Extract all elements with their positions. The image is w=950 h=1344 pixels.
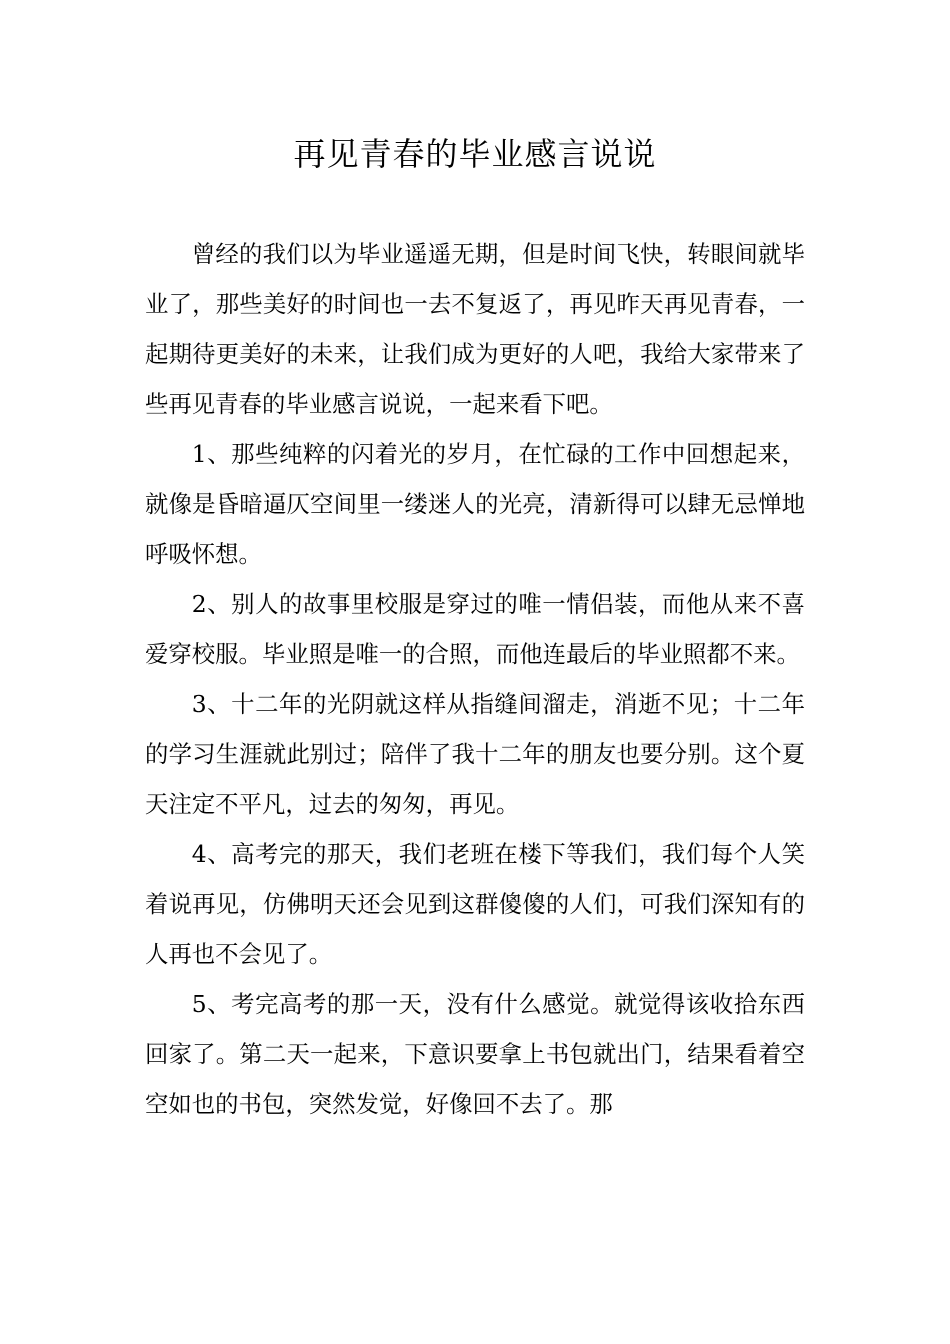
- document-page: [145, 0, 805, 1129]
- paragraph-intro: 曾经的我们以为毕业遥遥无期，但是时间飞快，转眼间就毕业了，那些美好的时间也一去不复返了，再见昨天再见青春，一起期待更美好的未来，让我们成为更好的人吧，我给大家带来了些再见青春的毕业感言说说，一起来看下吧。: [145, 240, 805, 418]
- document-title: 再见青春的毕业感言说说: [293, 135, 657, 173]
- paragraph-item-3: 3、十二年的光阴就这样从指缝间溜走，消逝不见；十二年的学习生涯就此别过；陪伴了我十二年的朋友也要分别。这个夏天注定不平凡，过去的匆匆，再见。: [145, 690, 805, 818]
- paragraph-item-5: 5、考完高考的那一天，没有什么感觉。就觉得该收拾东西回家了。第二天一起来，下意识要拿上书包就出门，结果看着空空如也的书包，突然发觉，好像回不去了。那: [145, 990, 805, 1118]
- paragraph-item-1: 1、那些纯粹的闪着光的岁月，在忙碌的工作中回想起来，就像是昏暗逼仄空间里一缕迷人的光亮，清新得可以肆无忌惮地呼吸怀想。: [145, 440, 805, 568]
- paragraph-item-2: 2、别人的故事里校服是穿过的唯一情侣装，而他从来不喜爱穿校服。毕业照是唯一的合照，而他连最后的毕业照都不来。: [145, 590, 805, 668]
- paragraph-item-4: 4、高考完的那天，我们老班在楼下等我们，我们每个人笑着说再见，仿佛明天还会见到这群傻傻的人们，可我们深知有的人再也不会见了。: [145, 840, 805, 968]
- document-body: [145, 229, 805, 1129]
